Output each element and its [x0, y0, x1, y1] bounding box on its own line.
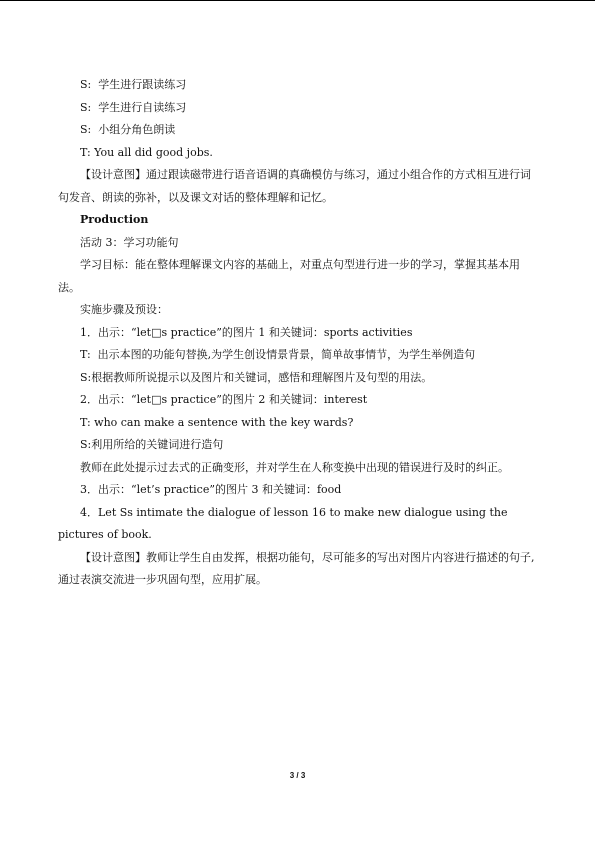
paragraph: T: 出示本图的功能句替换,为学生创设情景背景，简单故事情节，为学生举例造句 — [80, 348, 476, 361]
design-intent-paragraph: 【设计意图】教师让学生自由发挥，根据功能句，尽可能多的写出对图片内容进行描述的句子, 通过表演交流进一步巩固句型，应用扩展。 — [58, 550, 538, 586]
step-item: 4．Let Ss intimate the dialogue of lesson 16 to make new dialogue using the pictures of book. — [58, 505, 511, 541]
page-number: 3 / 3 — [289, 771, 306, 780]
paragraph: 学习目标：能在整体理解课文内容的基础上，对重点句型进行进一步的学习，掌握其基本用法。 — [58, 258, 520, 294]
paragraph: S:利用所给的关键词进行造句 — [80, 438, 224, 451]
paragraph: S: 小组分角色朗读 — [80, 123, 176, 136]
paragraph: 实施步骤及预设： — [80, 303, 168, 316]
section-heading: Production — [80, 213, 149, 226]
paragraph: S: 学生进行自读练习 — [80, 100, 187, 114]
paragraph: T: who can make a sentence with the key wards? — [80, 415, 354, 429]
paragraph: 活动 3：学习功能句 — [80, 235, 179, 249]
document-body — [58, 74, 538, 592]
step-item: 1．出示：“let□s practice”的图片 1 和关键词：sports activities — [80, 325, 413, 339]
paragraph: 教师在此处提示过去式的正确变形，并对学生在人称变换中出现的错误进行及时的纠正。 — [80, 460, 509, 474]
paragraph: T: You all did good jobs. — [80, 145, 213, 159]
step-item: 2．出示：“let□s practice”的图片 2 和关键词：interest — [80, 393, 368, 406]
paragraph: S:根据教师所说提示以及图片和关键词，感悟和理解图片及句型的用法。 — [80, 370, 433, 384]
header-rule — [0, 0, 595, 1]
paragraph: S: 学生进行跟读练习 — [80, 78, 187, 91]
design-intent-paragraph: 【设计意图】通过跟读磁带进行语音语调的真确模仿与练习，通过小组合作的方式相互进行词句发音、朗读的弥补，以及课文对话的整体理解和记忆。 — [58, 168, 531, 204]
step-item: 3．出示：“let’s practice”的图片 3 和关键词：food — [80, 483, 342, 496]
